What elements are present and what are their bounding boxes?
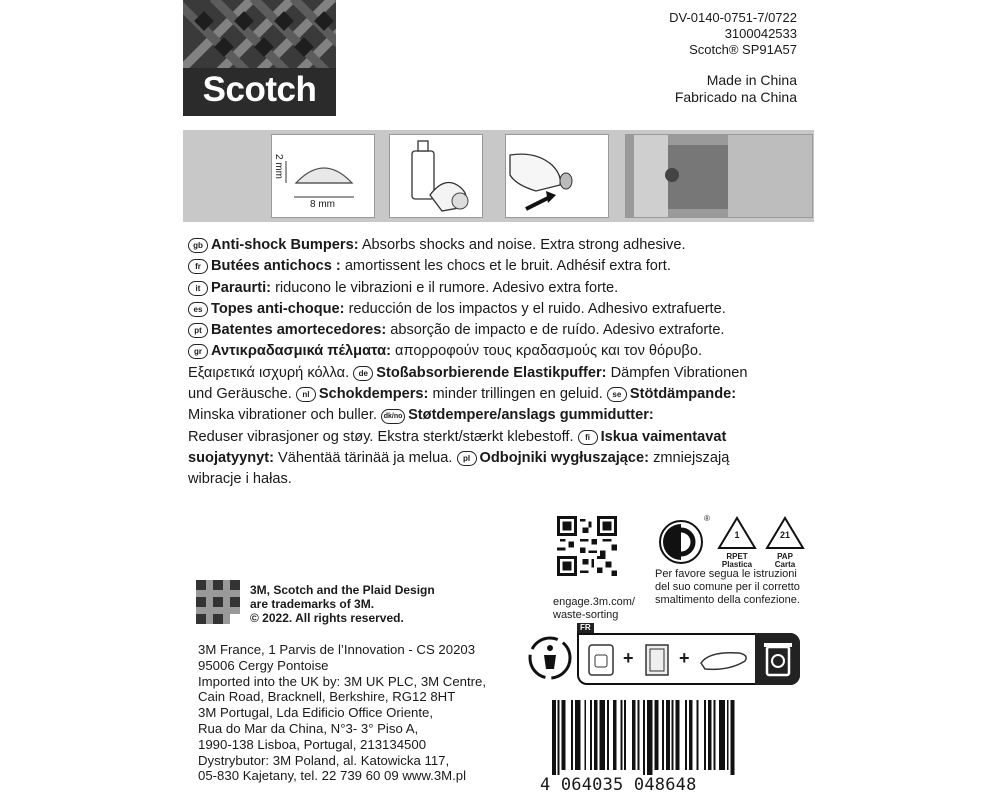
lang-line-pt <box>188 320 828 341</box>
lang-cont-dkno: Reduser vibrasjoner og støy. Ekstra sterkt/stærkt klebestoff. <box>188 428 578 445</box>
pet-number: 1 <box>734 530 740 540</box>
barcode-bar <box>727 700 729 770</box>
address-line: Imported into the UK by: 3M UK PLC, 3M Centre, <box>198 673 487 689</box>
barcode-bar <box>607 700 609 770</box>
address-block <box>198 642 486 784</box>
lang-text-nl: minder trillingen en geluid. <box>428 386 607 403</box>
lang-name-gr: Αντικραδασμικά πέλματα: <box>211 343 391 360</box>
lang-text-fr: amortissent les chocs et le bruit. Adhésif extra fort. <box>340 258 671 275</box>
lang-line-gb <box>188 235 828 256</box>
lang-name-es: Topes anti-choque: <box>211 300 345 317</box>
address-line: Dystrybutor: 3M Poland, al. Katowicka 117, <box>198 752 450 768</box>
trademark-line-3: © 2022. All rights reserved. <box>250 611 404 625</box>
address-line: 05-830 Kajetany, tel. 22 739 60 09 www.3M.pl <box>198 768 467 784</box>
bumper-dimension-diagram <box>271 134 375 218</box>
recycling-note <box>655 568 815 607</box>
lang-text-pl: zmniejszają <box>649 449 730 466</box>
lang-badge-de: de <box>353 366 373 381</box>
barcode-bar <box>643 700 645 775</box>
recycling-note-line-2: del suo comune per il corretto <box>655 581 800 593</box>
lang-name-pl: Odbojniki wygłuszające: <box>479 449 650 466</box>
lang-line-de-nl-se <box>188 384 828 405</box>
backing-strip-icon <box>699 649 749 671</box>
barcode-bar <box>662 700 664 770</box>
product-code-3: Scotch® SP91A57 <box>689 42 797 57</box>
lang-line-it <box>188 278 828 299</box>
barcode-bar <box>620 700 622 770</box>
lang-name-fi: Iskua vaimentavat <box>600 428 727 445</box>
plus-sign: + <box>623 648 634 668</box>
recycling-symbols <box>655 514 805 574</box>
plaid-trademark-icon <box>196 580 240 624</box>
lang-badge-gb: gb <box>188 238 208 253</box>
blister-card-icon <box>587 643 615 677</box>
barcode-bar <box>666 700 670 770</box>
barcode-bar <box>731 700 735 775</box>
lang-badge-es: es <box>188 302 208 317</box>
lang-line-pl <box>188 469 828 490</box>
barcode-bar <box>696 700 698 770</box>
barcode-bar <box>571 700 573 770</box>
barcode-bar <box>685 700 687 770</box>
pap-label-1: PAP <box>777 552 793 561</box>
barcode-bar <box>638 700 640 770</box>
logo-wordmark: Scotch <box>202 70 317 109</box>
barcode-bar <box>594 700 598 770</box>
lang-text-de: Dämpfen Vibrationen <box>606 364 748 381</box>
origin-line-1: Made in China <box>706 72 797 88</box>
triman-icon <box>527 635 573 681</box>
lang-name-fr: Butées antichocs : <box>211 258 341 275</box>
barcode-bar <box>575 700 581 770</box>
lang-name2-fi: suojatyynyt: <box>188 449 274 466</box>
barcode-bar <box>590 700 592 770</box>
lang-name-gb: Anti-shock Bumpers: <box>211 237 359 253</box>
qr-url-line-1: engage.3m.com/ <box>553 596 635 608</box>
pet-label-2: Plastica <box>721 560 753 569</box>
origin-text <box>675 72 797 106</box>
lang-badge-pl: pl <box>457 451 477 466</box>
lang-line-fi-pl <box>188 448 828 469</box>
address-line: 3M Portugal, Lda Edificio Office Oriente, <box>198 705 434 721</box>
lang-cont-se: Minska vibrationer och buller. <box>188 407 382 424</box>
lang-text-it: riducono le vibrazioni e il rumore. Adesivo extra forte. <box>271 279 619 296</box>
barcode-bar <box>613 700 617 770</box>
trademark-notice <box>250 583 435 625</box>
barcode-bar <box>689 700 693 770</box>
lang-line-gr-de <box>188 363 828 384</box>
lang-name-se: Stötdämpande: <box>629 386 737 403</box>
barcode-bar <box>632 700 636 770</box>
barcode-bar <box>562 700 566 770</box>
lang-name-nl: Schokdempers: <box>318 386 429 403</box>
lang-line-fr <box>188 256 828 277</box>
lang-text-gr: απορροφούν τους κραδασμούς και τον θόρυβο. <box>391 343 703 360</box>
barcode-bar <box>647 700 653 775</box>
bin-panel <box>755 633 800 685</box>
lang-badge-gr: gr <box>188 344 208 359</box>
trademark-line-2: are trademarks of 3M. <box>250 597 375 611</box>
lang-name-dkno: Støtdempere/anslags gummidutter: <box>408 407 654 424</box>
lang-name-pt: Batentes amortecedores: <box>211 322 387 339</box>
barcode-bar <box>600 700 606 770</box>
barcode-bar <box>558 700 560 775</box>
product-codes <box>669 10 797 58</box>
barcode-bar <box>719 700 725 770</box>
barcode-bar <box>624 700 626 770</box>
address-line: 3M France, 1 Parvis de l’Innovation - CS 20203 <box>198 642 476 657</box>
qr-caption <box>553 596 635 622</box>
apply-bumper-illustration <box>505 134 609 218</box>
lang-badge-dkno: dk/no <box>381 409 405 424</box>
origin-line-2: Fabricado na China <box>674 89 797 105</box>
product-code-2: 3100042533 <box>724 26 797 41</box>
lang-text-fi: Vähentää tärinää ja melua. <box>273 449 457 466</box>
barcode-bar <box>714 700 716 770</box>
lang-line-gr <box>188 341 828 362</box>
fr-tag: FR <box>577 623 594 633</box>
clean-surface-illustration <box>389 134 483 218</box>
height-label: 2 mm <box>273 154 284 179</box>
width-label: 8 mm <box>310 199 335 210</box>
barcode-bar <box>584 700 586 770</box>
lang-text-es: reducción de los impactos y el ruido. Adhesivo extrafuerte. <box>344 300 726 317</box>
barcode-bar <box>708 700 712 770</box>
lang-cont-de: und Geräusche. <box>188 386 296 403</box>
barcode-icon <box>552 700 782 775</box>
address-line: 95006 Cergy Pontoise <box>198 657 329 673</box>
lang-badge-fr: fr <box>188 259 208 274</box>
lang-name-it: Paraurti: <box>211 279 272 296</box>
pet-label-1: RPET <box>726 552 748 561</box>
address-line: Cain Road, Bracknell, Berkshire, RG12 8HT <box>198 689 456 705</box>
cabinet-door-illustration <box>625 134 813 218</box>
plaid-pattern-icon <box>183 0 336 68</box>
lang-name-de: Stoßabsorbierende Elastikpuffer: <box>376 364 607 381</box>
product-code-1: DV-0140-0751-7/0722 <box>669 10 797 25</box>
lang-line-se-dk <box>188 405 828 426</box>
green-dot-icon <box>659 520 703 564</box>
barcode-bar <box>552 700 556 775</box>
triman-sorting-bar <box>527 623 800 690</box>
address-line: Rua do Mar da China, N°3- 3° Piso A, <box>198 720 419 736</box>
address-line: 1990-138 Lisboa, Portugal, 213134500 <box>198 736 427 752</box>
pap-number: 21 <box>779 530 790 540</box>
trademark-line-1: 3M, Scotch and the Plaid Design <box>250 583 435 597</box>
scotch-logo <box>183 0 336 116</box>
barcode-bar <box>672 700 674 770</box>
recycle-bin-icon <box>755 633 800 685</box>
lang-badge-se: se <box>607 387 627 402</box>
lang-badge-fi: fi <box>578 430 598 445</box>
lang-cont-gr: Εξαιρετικά ισχυρή κόλλα. <box>188 364 354 381</box>
barcode-bar <box>704 700 706 770</box>
plastic-blister-icon <box>643 643 671 677</box>
recycling-note-line-1: Per favore segua le istruzioni <box>655 568 797 580</box>
lang-line-es <box>188 299 828 320</box>
qr-code-icon[interactable] <box>557 516 617 576</box>
registered-mark: ® <box>704 514 710 523</box>
qr-url-line-2: waste-sorting <box>553 609 619 621</box>
lang-badge-it: it <box>188 281 208 296</box>
plus-sign: + <box>679 648 690 668</box>
barcode-bar <box>676 700 680 770</box>
recycling-note-line-3: smaltimento della confezione. <box>655 594 800 606</box>
lang-badge-pt: pt <box>188 323 208 338</box>
lang-text-gb: Absorbs shocks and noise. Extra strong adhesive. <box>358 237 686 253</box>
illustration-band <box>183 130 814 222</box>
lang-text-pt: absorção de impacto e de ruído. Adesivo extraforte. <box>386 322 725 339</box>
lang-badge-nl: nl <box>296 387 316 402</box>
multilingual-description <box>188 235 828 491</box>
barcode-digits: 4 064035 048648 <box>540 775 697 795</box>
pap-label-2: Carta <box>774 560 796 569</box>
lang-line-dk-fi <box>188 427 828 448</box>
barcode-bar <box>655 700 659 770</box>
lang-cont-pl: wibracje i hałas. <box>188 471 292 488</box>
